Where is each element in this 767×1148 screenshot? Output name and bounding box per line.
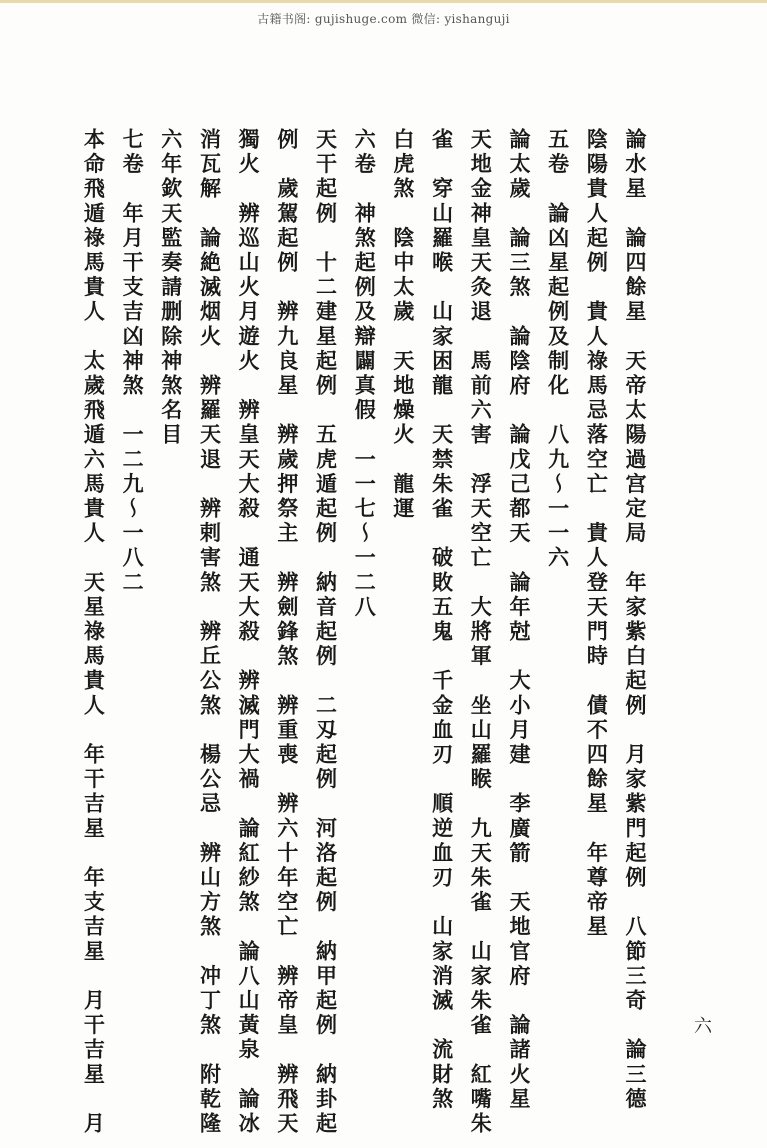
- text-column: 雀 穿山羅喉 山家困龍 天禁朱雀 破敗五鬼 千金血刃 順逆血刃 山家消滅 流財煞: [429, 128, 455, 1112]
- site-watermark: 古籍书阁: gujishuge.com 微信: yishanguji: [257, 12, 510, 26]
- chapter-heading-column: 五卷 論凶星起例及制化 八九～一一六: [545, 128, 571, 571]
- chapter-heading-column: 六卷 神煞起例及辯闢真假 一一七～一二八: [352, 128, 378, 620]
- text-column: 天干起例 十二建星起例 五虎遁起例 納音起例 二刄起例 河洛起例 納甲起例 納卦起: [313, 128, 339, 1137]
- top-border: [0, 0, 767, 3]
- text-column: 例 歲駕起例 辨九良星 辨歲押祭主 辨劍鋒煞 辨重喪 辨六十年空亡 辨帝皇 辨飛天: [274, 128, 300, 1137]
- text-column: 天地金神皇天灸退 馬前六害 浮天空亡 大將軍 坐山羅睺 九天朱雀 山家朱雀 紅嘴朱: [468, 128, 494, 1137]
- page-number: 六: [691, 1016, 712, 1034]
- text-column: 陰陽貴人起例 貴人祿馬忌落空亡 貴人登天門時 債不四餘星 年尊帝星: [584, 128, 610, 940]
- table-of-contents-page: [50, 128, 650, 1137]
- text-column: 消瓦解 論絶滅烟火 辨羅天退 辨剌害煞 辨丘公煞 楊公忌 辨山方煞 冲丁煞 附乾隆: [197, 128, 223, 1137]
- text-column: 本命飛遁祿馬貴人 太歲飛遁六馬貴人 天星祿馬貴人 年干吉星 年支吉星 月干吉星 月: [81, 128, 107, 1137]
- text-column: 六年欽天監奏請删除神煞名目: [158, 128, 184, 448]
- text-column: 獨火 辨巡山火月遊火 辨皇天大殺 通天大殺 辨滅門大禍 論紅紗煞 論八山黃泉 論冰: [236, 128, 262, 1137]
- text-column: 論水星 論四餘星 天帝太陽過宫定局 年家紫白起例 月家紫門起例 八節三奇 論三德: [623, 128, 648, 1112]
- text-column: 白虎煞 陰中太歲 天地燥火 龍運: [390, 128, 416, 522]
- text-column: 論太歲 論三煞 論陰府 論戊己都天 論年尅 大小月建 李廣箭 天地官府 論諸火星: [506, 128, 532, 1112]
- chapter-heading-column: 七卷 年月干支吉凶神煞 一二九～一八二: [120, 128, 146, 596]
